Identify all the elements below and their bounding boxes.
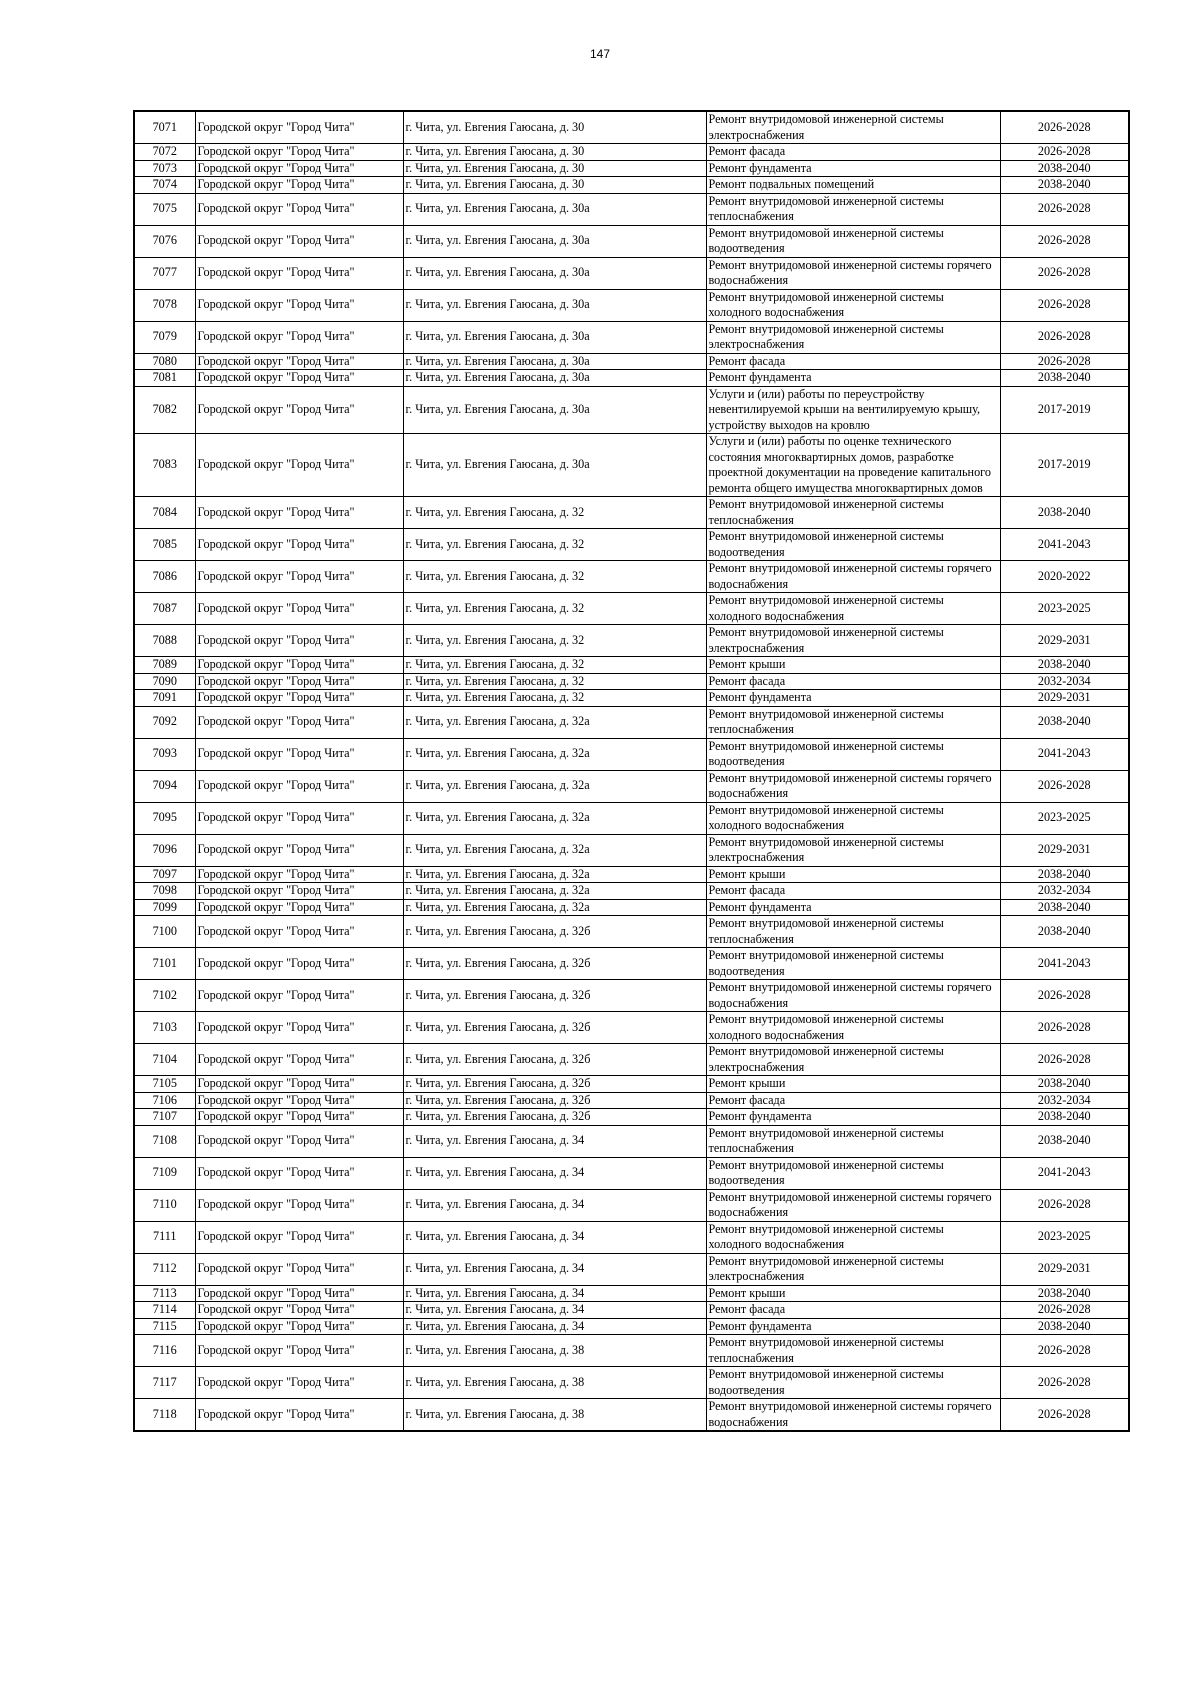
period-cell: 2026-2028 [1000,1189,1129,1221]
table-row [134,1335,1129,1367]
municipality-cell: Городской округ "Город Чита" [195,866,403,883]
row-number: 7098 [134,883,195,900]
period-cell: 2038-2040 [1000,177,1129,194]
work-type-cell: Ремонт внутридомовой инженерной системы электроснабжения [706,834,1000,866]
address-cell: г. Чита, ул. Евгения Гаюсана, д. 30а [403,225,706,257]
table-row [134,1012,1129,1044]
municipality-cell: Городской округ "Город Чита" [195,1318,403,1335]
table-row [134,899,1129,916]
page-number: 147 [589,47,611,61]
work-type-cell: Ремонт крыши [706,866,1000,883]
period-cell: 2038-2040 [1000,1076,1129,1093]
municipality-cell: Городской округ "Город Чита" [195,370,403,387]
work-type-cell: Ремонт внутридомовой инженерной системы холодного водоснабжения [706,1221,1000,1253]
work-type-cell: Ремонт крыши [706,1285,1000,1302]
row-number: 7106 [134,1092,195,1109]
municipality-cell: Городской округ "Город Чита" [195,770,403,802]
table-row [134,948,1129,980]
row-number: 7114 [134,1302,195,1319]
period-cell: 2041-2043 [1000,529,1129,561]
address-cell: г. Чита, ул. Евгения Гаюсана, д. 30 [403,177,706,194]
address-cell: г. Чита, ул. Евгения Гаюсана, д. 30а [403,353,706,370]
table-row [134,770,1129,802]
table-row [134,1189,1129,1221]
table-row [134,1285,1129,1302]
table-row [134,1367,1129,1399]
row-number: 7101 [134,948,195,980]
municipality-cell: Городской округ "Город Чита" [195,1335,403,1367]
address-cell: г. Чита, ул. Евгения Гаюсана, д. 34 [403,1285,706,1302]
period-cell: 2026-2028 [1000,1302,1129,1319]
work-type-cell: Ремонт внутридомовой инженерной системы холодного водоснабжения [706,1012,1000,1044]
period-cell: 2023-2025 [1000,593,1129,625]
table-row [134,1076,1129,1093]
row-number: 7103 [134,1012,195,1044]
table-row [134,866,1129,883]
municipality-cell: Городской округ "Город Чита" [195,1367,403,1399]
period-cell: 2026-2028 [1000,289,1129,321]
address-cell: г. Чита, ул. Евгения Гаюсана, д. 32а [403,866,706,883]
municipality-cell: Городской округ "Город Чита" [195,834,403,866]
table-row [134,353,1129,370]
period-cell: 2032-2034 [1000,673,1129,690]
period-cell: 2026-2028 [1000,1367,1129,1399]
work-type-cell: Ремонт внутридомовой инженерной системы горячего водоснабжения [706,257,1000,289]
work-type-cell: Ремонт внутридомовой инженерной системы водоотведения [706,225,1000,257]
address-cell: г. Чита, ул. Евгения Гаюсана, д. 30а [403,257,706,289]
row-number: 7096 [134,834,195,866]
work-type-cell: Ремонт внутридомовой инженерной системы горячего водоснабжения [706,561,1000,593]
municipality-cell: Городской округ "Город Чита" [195,1012,403,1044]
row-number: 7071 [134,111,195,144]
table-row [134,625,1129,657]
address-cell: г. Чита, ул. Евгения Гаюсана, д. 34 [403,1318,706,1335]
work-type-cell: Ремонт внутридомовой инженерной системы электроснабжения [706,1253,1000,1285]
municipality-cell: Городской округ "Город Чита" [195,980,403,1012]
table-row [134,1109,1129,1126]
table-row [134,673,1129,690]
period-cell: 2026-2028 [1000,257,1129,289]
work-type-cell: Ремонт внутридомовой инженерной системы водоотведения [706,738,1000,770]
work-type-cell: Ремонт фундамента [706,690,1000,707]
period-cell: 2038-2040 [1000,1285,1129,1302]
period-cell: 2029-2031 [1000,834,1129,866]
table-row [134,802,1129,834]
work-type-cell: Ремонт внутридомовой инженерной системы электроснабжения [706,1044,1000,1076]
row-number: 7074 [134,177,195,194]
work-type-cell: Ремонт внутридомовой инженерной системы теплоснабжения [706,193,1000,225]
address-cell: г. Чита, ул. Евгения Гаюсана, д. 32б [403,1076,706,1093]
municipality-cell: Городской округ "Город Чита" [195,625,403,657]
work-type-cell: Ремонт фасада [706,1302,1000,1319]
table-row [134,160,1129,177]
municipality-cell: Городской округ "Город Чита" [195,690,403,707]
row-number: 7095 [134,802,195,834]
municipality-cell: Городской округ "Город Чита" [195,529,403,561]
row-number: 7079 [134,321,195,353]
address-cell: г. Чита, ул. Евгения Гаюсана, д. 30а [403,434,706,497]
address-cell: г. Чита, ул. Евгения Гаюсана, д. 34 [403,1302,706,1319]
work-type-cell: Ремонт фундамента [706,1109,1000,1126]
address-cell: г. Чита, ул. Евгения Гаюсана, д. 30а [403,193,706,225]
address-cell: г. Чита, ул. Евгения Гаюсана, д. 32а [403,883,706,900]
work-type-cell: Услуги и (или) работы по оценке технического состояния многоквартирных домов, разработке проектной документации на проведение капитального ремонта общего имущества многоквартирных домов [706,434,1000,497]
row-number: 7083 [134,434,195,497]
table-row [134,321,1129,353]
municipality-cell: Городской округ "Город Чита" [195,144,403,161]
row-number: 7072 [134,144,195,161]
address-cell: г. Чита, ул. Евгения Гаюсана, д. 34 [403,1189,706,1221]
address-cell: г. Чита, ул. Евгения Гаюсана, д. 32б [403,1044,706,1076]
period-cell: 2026-2028 [1000,111,1129,144]
table-row [134,193,1129,225]
period-cell: 2026-2028 [1000,1399,1129,1432]
row-number: 7084 [134,497,195,529]
row-number: 7097 [134,866,195,883]
table-row [134,980,1129,1012]
period-cell: 2026-2028 [1000,193,1129,225]
work-type-cell: Ремонт внутридомовой инженерной системы водоотведения [706,1157,1000,1189]
municipality-cell: Городской округ "Город Чита" [195,497,403,529]
work-type-cell: Ремонт внутридомовой инженерной системы теплоснабжения [706,706,1000,738]
address-cell: г. Чита, ул. Евгения Гаюсана, д. 32б [403,948,706,980]
address-cell: г. Чита, ул. Евгения Гаюсана, д. 32а [403,706,706,738]
row-number: 7091 [134,690,195,707]
period-cell: 2041-2043 [1000,948,1129,980]
period-cell: 2038-2040 [1000,1109,1129,1126]
row-number: 7112 [134,1253,195,1285]
address-cell: г. Чита, ул. Евгения Гаюсана, д. 30а [403,289,706,321]
period-cell: 2038-2040 [1000,1318,1129,1335]
period-cell: 2026-2028 [1000,321,1129,353]
period-cell: 2026-2028 [1000,1335,1129,1367]
period-cell: 2029-2031 [1000,690,1129,707]
table-row [134,738,1129,770]
table-row [134,177,1129,194]
row-number: 7113 [134,1285,195,1302]
municipality-cell: Городской округ "Город Чита" [195,1076,403,1093]
table-row [134,1302,1129,1319]
municipality-cell: Городской округ "Город Чита" [195,1189,403,1221]
row-number: 7073 [134,160,195,177]
period-cell: 2038-2040 [1000,657,1129,674]
address-cell: г. Чита, ул. Евгения Гаюсана, д. 32б [403,1109,706,1126]
period-cell: 2026-2028 [1000,144,1129,161]
table-row [134,111,1129,144]
municipality-cell: Городской округ "Город Чита" [195,257,403,289]
municipality-cell: Городской округ "Город Чита" [195,353,403,370]
table-row [134,497,1129,529]
municipality-cell: Городской округ "Город Чита" [195,289,403,321]
table-row [134,1157,1129,1189]
period-cell: 2020-2022 [1000,561,1129,593]
municipality-cell: Городской округ "Город Чита" [195,802,403,834]
period-cell: 2038-2040 [1000,866,1129,883]
table-row [134,1221,1129,1253]
table-row [134,434,1129,497]
work-type-cell: Ремонт внутридомовой инженерной системы теплоснабжения [706,1335,1000,1367]
address-cell: г. Чита, ул. Евгения Гаюсана, д. 38 [403,1367,706,1399]
municipality-cell: Городской округ "Город Чита" [195,883,403,900]
municipality-cell: Городской округ "Город Чита" [195,738,403,770]
row-number: 7111 [134,1221,195,1253]
repair-schedule-table [133,110,1130,1432]
period-cell: 2038-2040 [1000,370,1129,387]
row-number: 7118 [134,1399,195,1432]
table-row [134,593,1129,625]
municipality-cell: Городской округ "Город Чита" [195,561,403,593]
municipality-cell: Городской округ "Город Чита" [195,1125,403,1157]
work-type-cell: Ремонт крыши [706,657,1000,674]
row-number: 7092 [134,706,195,738]
table-row [134,1092,1129,1109]
municipality-cell: Городской округ "Город Чита" [195,1285,403,1302]
work-type-cell: Ремонт внутридомовой инженерной системы холодного водоснабжения [706,802,1000,834]
municipality-cell: Городской округ "Город Чита" [195,1302,403,1319]
address-cell: г. Чита, ул. Евгения Гаюсана, д. 30а [403,370,706,387]
table-row [134,1044,1129,1076]
municipality-cell: Городской округ "Город Чита" [195,1221,403,1253]
table-row [134,690,1129,707]
table-row [134,225,1129,257]
work-type-cell: Ремонт внутридомовой инженерной системы теплоснабжения [706,916,1000,948]
period-cell: 2029-2031 [1000,625,1129,657]
row-number: 7116 [134,1335,195,1367]
municipality-cell: Городской округ "Город Чита" [195,225,403,257]
municipality-cell: Городской округ "Город Чита" [195,111,403,144]
municipality-cell: Городской округ "Город Чита" [195,1044,403,1076]
work-type-cell: Ремонт внутридомовой инженерной системы холодного водоснабжения [706,289,1000,321]
row-number: 7076 [134,225,195,257]
address-cell: г. Чита, ул. Евгения Гаюсана, д. 38 [403,1399,706,1432]
address-cell: г. Чита, ул. Евгения Гаюсана, д. 32а [403,770,706,802]
row-number: 7099 [134,899,195,916]
period-cell: 2038-2040 [1000,706,1129,738]
row-number: 7082 [134,386,195,434]
municipality-cell: Городской округ "Город Чита" [195,593,403,625]
address-cell: г. Чита, ул. Евгения Гаюсана, д. 30 [403,144,706,161]
table-row [134,386,1129,434]
period-cell: 2026-2028 [1000,225,1129,257]
table-row [134,561,1129,593]
table-row [134,883,1129,900]
work-type-cell: Ремонт внутридомовой инженерной системы водоотведения [706,1367,1000,1399]
period-cell: 2026-2028 [1000,1012,1129,1044]
address-cell: г. Чита, ул. Евгения Гаюсана, д. 32 [403,690,706,707]
row-number: 7105 [134,1076,195,1093]
period-cell: 2026-2028 [1000,353,1129,370]
row-number: 7094 [134,770,195,802]
table-row [134,529,1129,561]
row-number: 7087 [134,593,195,625]
work-type-cell: Ремонт фасада [706,353,1000,370]
address-cell: г. Чита, ул. Евгения Гаюсана, д. 34 [403,1125,706,1157]
period-cell: 2038-2040 [1000,1125,1129,1157]
work-type-cell: Ремонт внутридомовой инженерной системы горячего водоснабжения [706,770,1000,802]
table-row [134,1125,1129,1157]
municipality-cell: Городской округ "Город Чита" [195,160,403,177]
address-cell: г. Чита, ул. Евгения Гаюсана, д. 30а [403,321,706,353]
row-number: 7080 [134,353,195,370]
work-type-cell: Ремонт внутридомовой инженерной системы горячего водоснабжения [706,1189,1000,1221]
address-cell: г. Чита, ул. Евгения Гаюсана, д. 30 [403,111,706,144]
row-number: 7100 [134,916,195,948]
period-cell: 2038-2040 [1000,899,1129,916]
period-cell: 2041-2043 [1000,1157,1129,1189]
table-row [134,706,1129,738]
period-cell: 2038-2040 [1000,497,1129,529]
municipality-cell: Городской округ "Город Чита" [195,916,403,948]
address-cell: г. Чита, ул. Евгения Гаюсана, д. 30а [403,386,706,434]
row-number: 7078 [134,289,195,321]
row-number: 7104 [134,1044,195,1076]
row-number: 7107 [134,1109,195,1126]
municipality-cell: Городской округ "Город Чита" [195,193,403,225]
work-type-cell: Ремонт фундамента [706,1318,1000,1335]
table-row [134,1318,1129,1335]
address-cell: г. Чита, ул. Евгения Гаюсана, д. 32а [403,899,706,916]
period-cell: 2023-2025 [1000,802,1129,834]
table-row [134,1399,1129,1432]
table-row [134,916,1129,948]
municipality-cell: Городской округ "Город Чита" [195,321,403,353]
work-type-cell: Ремонт фундамента [706,370,1000,387]
address-cell: г. Чита, ул. Евгения Гаюсана, д. 34 [403,1221,706,1253]
address-cell: г. Чита, ул. Евгения Гаюсана, д. 38 [403,1335,706,1367]
row-number: 7086 [134,561,195,593]
row-number: 7109 [134,1157,195,1189]
row-number: 7088 [134,625,195,657]
period-cell: 2017-2019 [1000,386,1129,434]
work-type-cell: Ремонт внутридомовой инженерной системы электроснабжения [706,111,1000,144]
work-type-cell: Ремонт внутридомовой инженерной системы электроснабжения [706,321,1000,353]
municipality-cell: Городской округ "Город Чита" [195,1399,403,1432]
work-type-cell: Ремонт фасада [706,1092,1000,1109]
municipality-cell: Городской округ "Город Чита" [195,657,403,674]
work-type-cell: Ремонт внутридомовой инженерной системы электроснабжения [706,625,1000,657]
period-cell: 2017-2019 [1000,434,1129,497]
address-cell: г. Чита, ул. Евгения Гаюсана, д. 32 [403,673,706,690]
address-cell: г. Чита, ул. Евгения Гаюсана, д. 32б [403,980,706,1012]
work-type-cell: Ремонт фундамента [706,160,1000,177]
row-number: 7102 [134,980,195,1012]
row-number: 7077 [134,257,195,289]
municipality-cell: Городской округ "Город Чита" [195,1109,403,1126]
address-cell: г. Чита, ул. Евгения Гаюсана, д. 32 [403,497,706,529]
table-row [134,370,1129,387]
work-type-cell: Ремонт фасада [706,673,1000,690]
row-number: 7117 [134,1367,195,1399]
period-cell: 2038-2040 [1000,916,1129,948]
address-cell: г. Чита, ул. Евгения Гаюсана, д. 34 [403,1157,706,1189]
municipality-cell: Городской округ "Город Чита" [195,386,403,434]
address-cell: г. Чита, ул. Евгения Гаюсана, д. 32б [403,1092,706,1109]
row-number: 7115 [134,1318,195,1335]
address-cell: г. Чита, ул. Евгения Гаюсана, д. 32 [403,657,706,674]
work-type-cell: Ремонт внутридомовой инженерной системы холодного водоснабжения [706,593,1000,625]
municipality-cell: Городской округ "Город Чита" [195,1157,403,1189]
municipality-cell: Городской округ "Город Чита" [195,1092,403,1109]
address-cell: г. Чита, ул. Евгения Гаюсана, д. 30 [403,160,706,177]
work-type-cell: Ремонт внутридомовой инженерной системы теплоснабжения [706,1125,1000,1157]
address-cell: г. Чита, ул. Евгения Гаюсана, д. 34 [403,1253,706,1285]
period-cell: 2026-2028 [1000,1044,1129,1076]
address-cell: г. Чита, ул. Евгения Гаюсана, д. 32 [403,561,706,593]
row-number: 7085 [134,529,195,561]
period-cell: 2026-2028 [1000,770,1129,802]
period-cell: 2026-2028 [1000,980,1129,1012]
work-type-cell: Ремонт фасада [706,144,1000,161]
work-type-cell: Ремонт внутридомовой инженерной системы горячего водоснабжения [706,980,1000,1012]
municipality-cell: Городской округ "Город Чита" [195,434,403,497]
row-number: 7089 [134,657,195,674]
table-row [134,289,1129,321]
work-type-cell: Ремонт внутридомовой инженерной системы водоотведения [706,948,1000,980]
period-cell: 2041-2043 [1000,738,1129,770]
table-body [134,111,1129,1431]
row-number: 7090 [134,673,195,690]
period-cell: 2032-2034 [1000,1092,1129,1109]
period-cell: 2029-2031 [1000,1253,1129,1285]
municipality-cell: Городской округ "Город Чита" [195,899,403,916]
address-cell: г. Чита, ул. Евгения Гаюсана, д. 32а [403,738,706,770]
period-cell: 2032-2034 [1000,883,1129,900]
work-type-cell: Ремонт внутридомовой инженерной системы водоотведения [706,529,1000,561]
table-row [134,144,1129,161]
row-number: 7075 [134,193,195,225]
work-type-cell: Ремонт внутридомовой инженерной системы горячего водоснабжения [706,1399,1000,1432]
table-row [134,657,1129,674]
municipality-cell: Городской округ "Город Чита" [195,673,403,690]
period-cell: 2023-2025 [1000,1221,1129,1253]
address-cell: г. Чита, ул. Евгения Гаюсана, д. 32 [403,529,706,561]
work-type-cell: Ремонт внутридомовой инженерной системы теплоснабжения [706,497,1000,529]
row-number: 7110 [134,1189,195,1221]
address-cell: г. Чита, ул. Евгения Гаюсана, д. 32а [403,834,706,866]
municipality-cell: Городской округ "Город Чита" [195,948,403,980]
municipality-cell: Городской округ "Город Чита" [195,1253,403,1285]
address-cell: г. Чита, ул. Евгения Гаюсана, д. 32б [403,916,706,948]
address-cell: г. Чита, ул. Евгения Гаюсана, д. 32б [403,1012,706,1044]
table-row [134,1253,1129,1285]
work-type-cell: Ремонт крыши [706,1076,1000,1093]
row-number: 7081 [134,370,195,387]
table-row [134,834,1129,866]
table-row [134,257,1129,289]
work-type-cell: Ремонт фасада [706,883,1000,900]
period-cell: 2038-2040 [1000,160,1129,177]
address-cell: г. Чита, ул. Евгения Гаюсана, д. 32 [403,625,706,657]
municipality-cell: Городской округ "Город Чита" [195,177,403,194]
row-number: 7108 [134,1125,195,1157]
row-number: 7093 [134,738,195,770]
address-cell: г. Чита, ул. Евгения Гаюсана, д. 32 [403,593,706,625]
work-type-cell: Ремонт фундамента [706,899,1000,916]
work-type-cell: Услуги и (или) работы по переустройству невентилируемой крыши на вентилируемую крышу, устройству выходов на кровлю [706,386,1000,434]
work-type-cell: Ремонт подвальных помещений [706,177,1000,194]
municipality-cell: Городской округ "Город Чита" [195,706,403,738]
address-cell: г. Чита, ул. Евгения Гаюсана, д. 32а [403,802,706,834]
